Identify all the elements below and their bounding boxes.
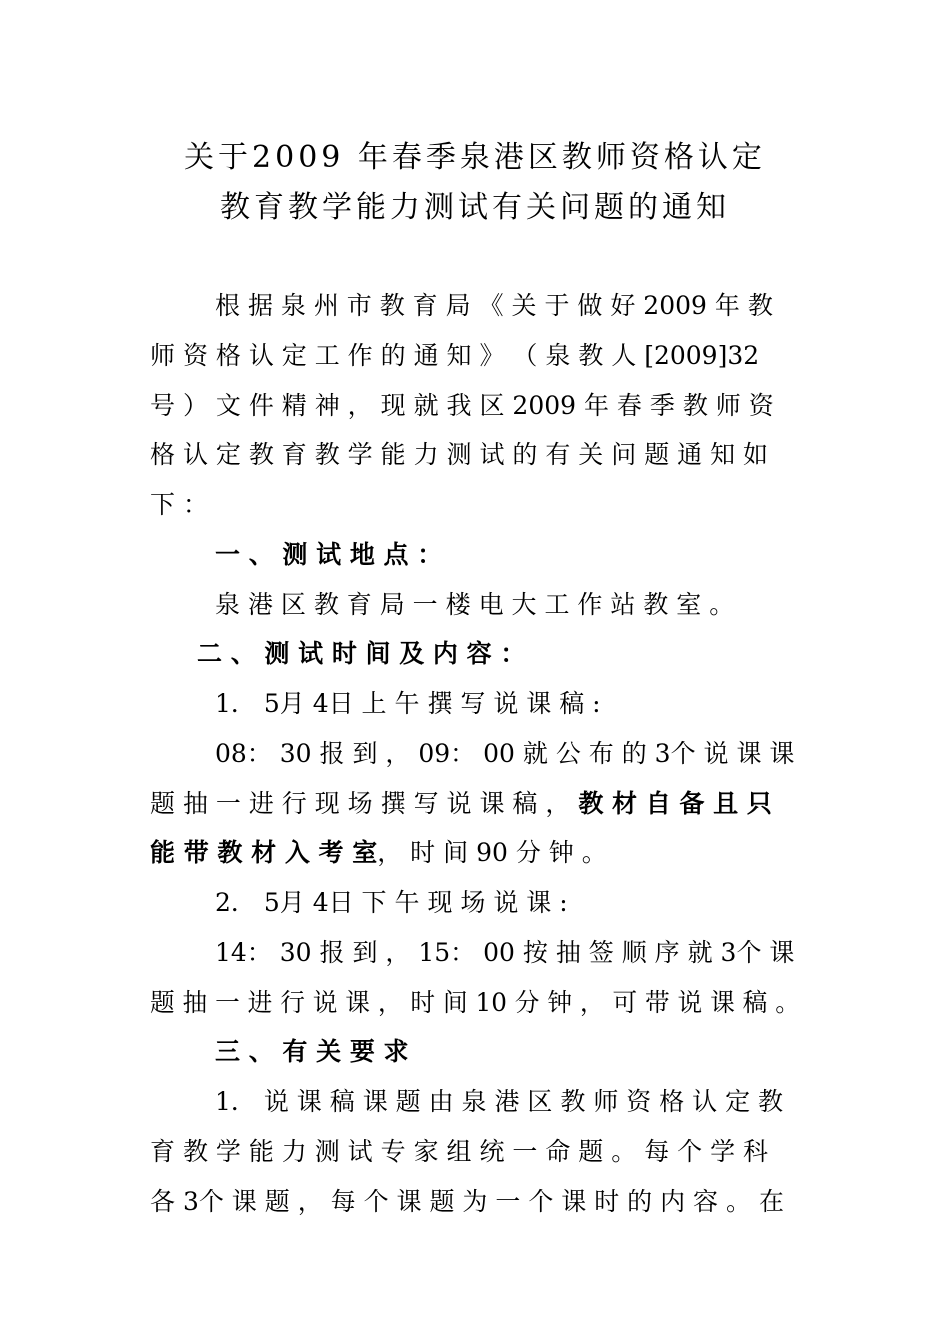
- section1-text: 泉 港 区 教 育 局 一 楼 电 大 工 作 站 教 室 。: [215, 590, 735, 619]
- section3-item1-line1: 1． 说 课 稿 课 题 由 泉 港 区 教 师 资 格 认 定 教: [215, 1087, 784, 1116]
- section2-item1-line3-bold: 能 带 教 材 入 考 室: [150, 838, 378, 867]
- section1-heading: 一 、 测 试 地 点 ：: [215, 540, 443, 569]
- section2-item2-line1: 14： 30 报 到 ， 15： 00 按 抽 签 顺 序 就 3个 课: [215, 938, 795, 967]
- section2-item1-title: 1． 5月 4日 上 午 撰 写 说 课 稿 :: [215, 689, 601, 718]
- intro-line-1: 根 据 泉 州 市 教 育 局 《 关 于 做 好 2009 年 教: [215, 291, 773, 320]
- intro-line-5: 下 ：: [150, 490, 208, 519]
- section2-item1-line1: 08： 30 报 到 ， 09： 00 就 公 布 的 3个 说 课 课: [215, 739, 795, 768]
- section2-heading: 二 、 测 试 时 间 及 内 容 ：: [197, 639, 526, 668]
- section2-item1-line3: [150, 833, 607, 869]
- section2-item1-line3-plain: ， 时 间 90 分 钟 。: [377, 838, 607, 867]
- intro-line-2: 师 资 格 认 定 工 作 的 通 知 》 （ 泉 教 人 [2009]32: [150, 341, 760, 370]
- section2-item1-line2: [150, 784, 772, 820]
- section3-item1-line3: 各 3个 课 题 ， 每 个 课 题 为 一 个 课 时 的 内 容 。 在: [150, 1187, 784, 1216]
- intro-line-4: 格 认 定 教 育 教 学 能 力 测 试 的 有 关 问 题 通 知 如: [150, 440, 769, 469]
- document-title-line1: 关于2009 年春季泉港区教师资格认定: [184, 140, 766, 175]
- section2-item2-line2: 题 抽 一 进 行 说 课 ， 时 间 10 分 钟 ， 可 带 说 课 稿 。: [150, 988, 800, 1017]
- section3-item1-line2: 育 教 学 能 力 测 试 专 家 组 统 一 命 题 。 每 个 学 科: [150, 1137, 769, 1166]
- section2-item1-line2-plain: 题 抽 一 进 行 现 场 撰 写 说 课 稿 ，: [150, 789, 579, 818]
- section3-heading: 三 、 有 关 要 求: [215, 1037, 409, 1066]
- intro-line-3: 号 ） 文 件 精 神 ， 现 就 我 区 2009 年 春 季 教 师 资: [150, 391, 774, 420]
- section2-item1-line2-bold: 教 材 自 备 且 只: [578, 789, 772, 818]
- section2-item2-title: 2． 5月 4日 下 午 现 场 说 课 :: [215, 888, 568, 917]
- document-title-line2: 教育教学能力测试有关问题的通知: [220, 190, 730, 225]
